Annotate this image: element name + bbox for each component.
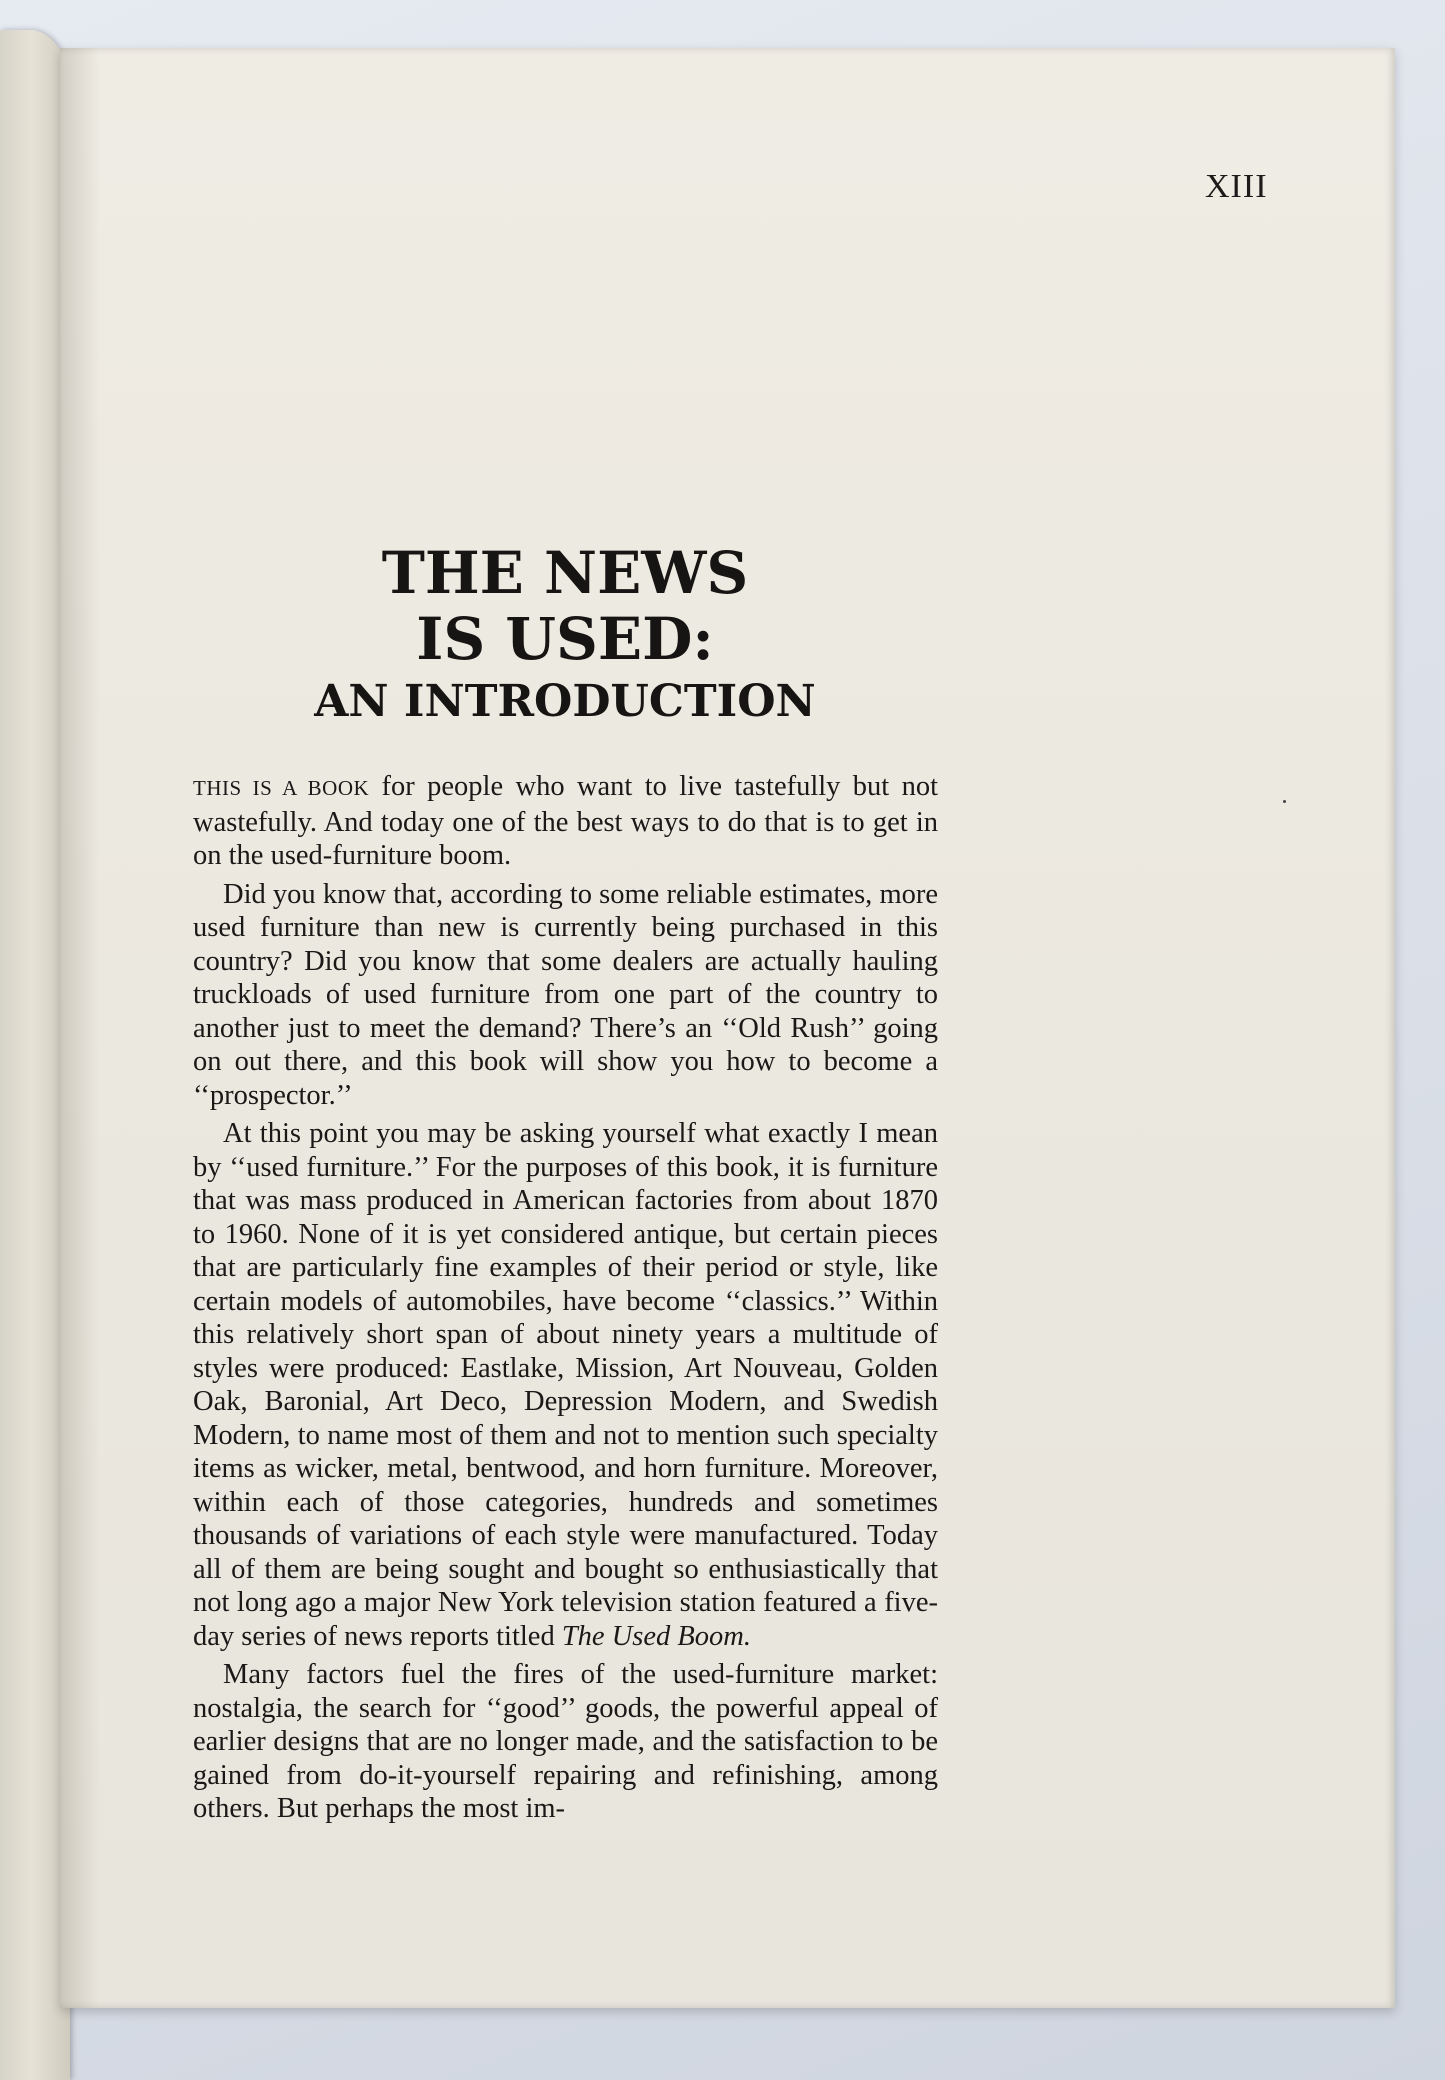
paragraph-3 — [193, 1117, 938, 1653]
gutter-shadow — [60, 48, 100, 2008]
chapter-subtitle: AN INTRODUCTION — [314, 676, 816, 727]
paragraph-1-text: for people who want to live tastefully but not wastefully. And today one of the best ways to do that is to get in on the used-furniture boom. — [193, 771, 938, 871]
title-line-2: IS USED: — [416, 605, 714, 673]
paragraph-lead-in: THIS IS A BOOK — [193, 776, 370, 800]
dust-speck — [1283, 800, 1286, 803]
paragraph-3-text: At this point you may be asking yourself what exactly I mean by ‘‘used furniture.’’ For the purposes of this book, it is furniture that was mass produced in American factories from about 1870 to 1960. None of it is yet considered antique, but certain pieces that are particularly fine examples of their period or style, like certain models of automobiles, have become ‘‘classics.’’ Within this relatively short span of about ninety years a multitude of styles were produced: Eastlake, Mission, Art Nouveau, Golden Oak, Baronial, Art Deco, Depression Modern, and Swedish Modern, to name most of them and not to mention such specialty items as wicker, metal, bentwood, and horn furniture. Moreover, within each of those categories, hundreds and sometimes thousands of variations of each style were manufactured. Today all of them are being sought and bought so enthusiastically that not long ago a major New York television station featured a five-day series of news reports titled — [193, 1118, 938, 1652]
chapter-title — [185, 540, 945, 730]
paragraph-2: Did you know that, according to some reliable estimates, more used furniture than new is currently being purchased in this country? Did you know that some dealers are actually hauling truckloads of used furniture from one part of the country to another just to meet the demand? There’s an ‘‘Old Rush’’ going on out there, and this book will show you how to become a ‘‘prospector.’’ — [193, 878, 938, 1111]
paragraph-1 — [193, 770, 938, 873]
italic-title: The Used Boom. — [561, 1620, 752, 1652]
paragraph-4: Many factors fuel the fires of the used-furniture market: nostalgia, the search for ‘‘good’’ goods, the powerful appeal of earlier designs that are no longer made, and the satisfaction to be gained from do-it-yourself repairing and refinishing, among others. But perhaps the most im- — [193, 1659, 938, 1824]
page-number: XIII — [1205, 168, 1268, 205]
title-line-1: THE NEWS — [381, 539, 749, 607]
body-text — [193, 770, 938, 1831]
